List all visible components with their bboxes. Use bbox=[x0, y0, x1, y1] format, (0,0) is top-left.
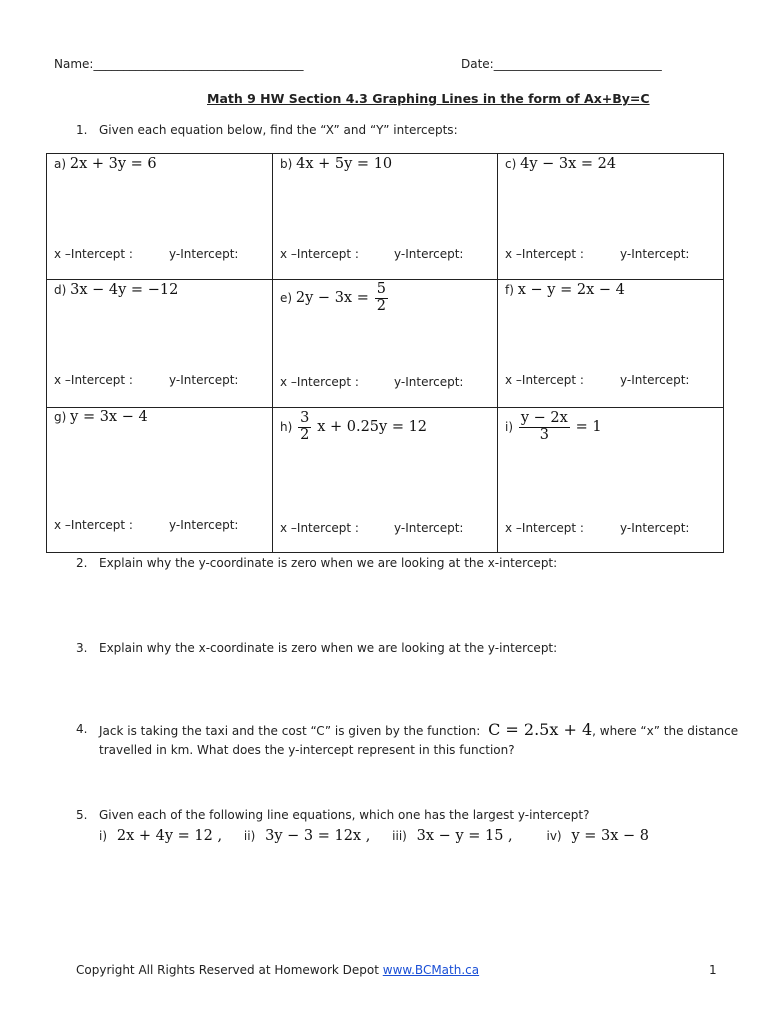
equation: 2x + 3y = 6 bbox=[69, 156, 157, 172]
equation: 3y − 3 = 12x , bbox=[265, 828, 371, 844]
equation: 4x + 5y = 10 bbox=[296, 156, 393, 172]
q4-line-1 bbox=[99, 720, 738, 739]
page-number: 1 bbox=[709, 963, 717, 977]
cell-letter: h) bbox=[280, 419, 293, 434]
y-intercept-label: y-Intercept: bbox=[620, 521, 690, 535]
cell-d bbox=[54, 282, 178, 298]
fraction-denominator: 3 bbox=[539, 426, 549, 443]
cell-c bbox=[505, 156, 616, 172]
equation: y = 3x − 4 bbox=[70, 409, 148, 425]
q1-text: Given each equation below, find the “X” and “Y” intercepts: bbox=[99, 123, 458, 137]
name-field-label: Name:___________________________________ bbox=[54, 57, 304, 71]
y-intercept-label: y-Intercept: bbox=[169, 373, 239, 387]
equation: y = 3x − 8 bbox=[571, 828, 650, 844]
fraction bbox=[298, 411, 311, 444]
option-label: iv) bbox=[546, 829, 562, 843]
cell-f bbox=[505, 282, 625, 298]
x-intercept-label: x –Intercept : bbox=[54, 373, 133, 387]
q3-number: 3. bbox=[76, 641, 88, 655]
q2-text: Explain why the y-coordinate is zero when we are looking at the x-intercept: bbox=[99, 556, 558, 570]
equation: 3x − y = 15 , bbox=[416, 828, 513, 844]
x-intercept-label: x –Intercept : bbox=[280, 247, 359, 261]
equation: 3x − 4y = −12 bbox=[70, 282, 179, 298]
option-label: i) bbox=[99, 829, 108, 843]
y-intercept-label: y-Intercept: bbox=[394, 247, 464, 261]
q3-text: Explain why the x-coordinate is zero when we are looking at the y-intercept: bbox=[99, 641, 558, 655]
x-intercept-label: x –Intercept : bbox=[505, 373, 584, 387]
q4-text: , where “x” the distance bbox=[592, 724, 739, 738]
y-intercept-label: y-Intercept: bbox=[394, 521, 464, 535]
y-intercept-label: y-Intercept: bbox=[394, 375, 464, 389]
fraction-numerator: 5 bbox=[376, 281, 386, 297]
page-title: Math 9 HW Section 4.3 Graphing Lines in the form of Ax+By=C bbox=[207, 91, 650, 106]
equation: 2y − 3x = bbox=[295, 289, 369, 306]
cell-i bbox=[505, 411, 602, 444]
equation: x − y = 2x − 4 bbox=[517, 282, 625, 298]
cell-a bbox=[54, 156, 157, 172]
fraction-numerator: y − 2x bbox=[520, 410, 568, 426]
x-intercept-label: x –Intercept : bbox=[54, 518, 133, 532]
cell-letter: g) bbox=[54, 410, 67, 424]
x-intercept-label: x –Intercept : bbox=[505, 521, 584, 535]
x-intercept-label: x –Intercept : bbox=[54, 247, 133, 261]
cell-letter: i) bbox=[505, 419, 514, 434]
q4-text: Jack is taking the taxi and the cost “C” is given by the function: bbox=[99, 724, 481, 738]
equation: 4y − 3x = 24 bbox=[520, 156, 617, 172]
y-intercept-label: y-Intercept: bbox=[169, 518, 239, 532]
y-intercept-label: y-Intercept: bbox=[620, 373, 690, 387]
table-divider bbox=[272, 154, 273, 552]
cell-letter: e) bbox=[280, 290, 293, 305]
fraction-denominator: 2 bbox=[300, 426, 310, 443]
y-intercept-label: y-Intercept: bbox=[169, 247, 239, 261]
copyright-text: Copyright All Rights Reserved at Homework Depot bbox=[76, 963, 379, 977]
option-label: ii) bbox=[243, 829, 256, 843]
cell-letter: f) bbox=[505, 283, 514, 297]
q5-options bbox=[99, 828, 649, 844]
equation: 2x + 4y = 12 , bbox=[116, 828, 223, 844]
option-label: iii) bbox=[392, 829, 407, 843]
footer bbox=[76, 963, 479, 977]
equation: C = 2.5x + 4 bbox=[488, 720, 593, 739]
equation: x + 0.25y = 12 bbox=[317, 418, 428, 435]
table-divider bbox=[47, 279, 723, 280]
q4-number: 4. bbox=[76, 722, 88, 736]
q1-number: 1. bbox=[76, 123, 88, 137]
date-field-label: Date:____________________________ bbox=[461, 57, 662, 71]
q4-text: travelled in km. What does the y-intercept represent in this function? bbox=[99, 743, 515, 757]
fraction-numerator: 3 bbox=[300, 410, 310, 426]
cell-b bbox=[280, 156, 392, 172]
website-link[interactable]: www.BCMath.ca bbox=[382, 963, 480, 977]
cell-h bbox=[280, 411, 427, 444]
cell-letter: d) bbox=[54, 283, 67, 297]
q5-number: 5. bbox=[76, 808, 88, 822]
cell-g bbox=[54, 409, 148, 425]
x-intercept-label: x –Intercept : bbox=[280, 521, 359, 535]
cell-e bbox=[280, 282, 390, 315]
y-intercept-label: y-Intercept: bbox=[620, 247, 690, 261]
q5-text: Given each of the following line equations, which one has the largest y-intercept? bbox=[99, 808, 590, 822]
fraction-denominator: 2 bbox=[376, 297, 386, 314]
x-intercept-label: x –Intercept : bbox=[280, 375, 359, 389]
table-divider bbox=[497, 154, 498, 552]
q2-number: 2. bbox=[76, 556, 88, 570]
cell-letter: c) bbox=[505, 157, 517, 171]
fraction bbox=[519, 411, 570, 444]
cell-letter: a) bbox=[54, 157, 67, 171]
table-divider bbox=[47, 407, 723, 408]
cell-letter: b) bbox=[280, 157, 293, 171]
x-intercept-label: x –Intercept : bbox=[505, 247, 584, 261]
intercept-table bbox=[46, 153, 724, 553]
equation: = 1 bbox=[575, 418, 602, 435]
fraction bbox=[375, 282, 388, 315]
